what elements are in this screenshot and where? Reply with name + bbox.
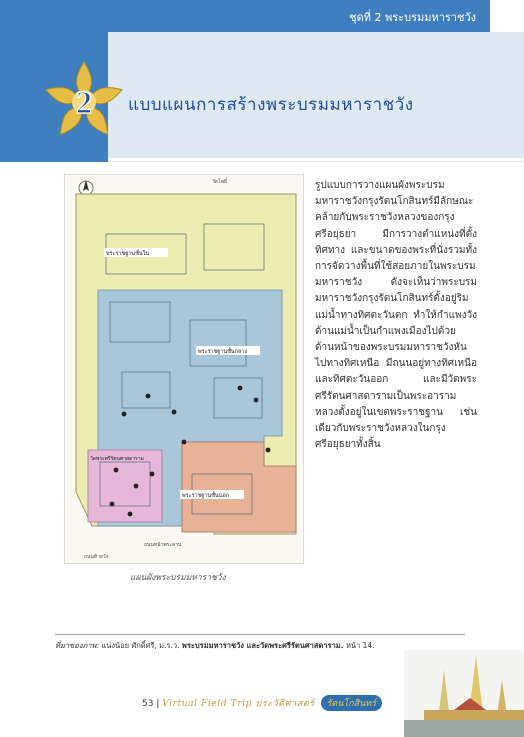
map-label-middle-court: พระราชฐานชั้นกลาง bbox=[198, 349, 248, 355]
map-label-wat-pho: วัดโพธิ์ bbox=[212, 179, 228, 185]
source-label: ที่มาของภาพ: bbox=[55, 641, 100, 650]
source-rule bbox=[55, 634, 465, 635]
series-header-bar bbox=[108, 0, 524, 32]
title-strip-divider bbox=[108, 158, 524, 161]
flower-badge-icon bbox=[42, 60, 126, 144]
map-label-temple: วัดพระศรีรัตนศาสดาราม bbox=[90, 456, 144, 462]
header-bar-edge bbox=[490, 0, 524, 32]
map-label-road-south: ถนนหน้าพระลาน bbox=[144, 542, 182, 548]
page-number: 53 bbox=[142, 699, 154, 709]
palace-plan-map bbox=[64, 174, 304, 564]
image-source-note bbox=[55, 640, 375, 652]
temple-illustration bbox=[404, 650, 524, 737]
series-label: ชุดที่ 2 พระบรมมหาราชวัง bbox=[349, 11, 476, 24]
map-label-road-west: ถนนท้ายวัง bbox=[84, 554, 109, 560]
body-paragraph: รูปแบบการวางแผนผังพระบรมมหาราชวังกรุงรัตนโกสินทร์มีลักษณะคล้ายกับพระราชวังหลวงของกรุงศรีอยุธยา มีการวางตำแหน่งที่ตั้ง ทิศทาง และขนาดของพระที่นั่งรวมทั้งการจัดวางพื้นที่ใช้สอยภายในพระบรมมหาราชวัง ดังจะเห็นว่าพระบรมมหาราชวังกรุงรัตนโกสินทร์ตั้งอยู่ริมแม่น้ำทางทิศตะวันตก ทำให้กำแพงวังด้านแม่น้ำเป็นกำแพงเมืองไปด้วย ด้านหน้าของพระบรมมหาราชวังหันไปทางทิศเหนือ มีถนนอยู่ทางทิศเหนือและทิศตะวันออก และมีวัดพระศรีรัตนศาสดารามเป็นพระอารามหลวงตั้งอยู่ในเขตพระราชฐาน เช่นเดียวกับพระราชวังหลวงในกรุงศรีอยุธยาทั้งสิ้น bbox=[315, 180, 477, 451]
footer-series-name: Virtual Field Trip ประวัติศาสตร์ bbox=[162, 699, 315, 709]
map-caption: แผนผังพระบรมมหาราชวัง bbox=[130, 573, 226, 583]
map-label-inner-court: พระราชฐานชั้นใน bbox=[106, 251, 150, 257]
footer-separator: | bbox=[156, 699, 160, 709]
page-footer bbox=[142, 695, 382, 711]
map-label-outer-court: พระราชฐานชั้นนอก bbox=[182, 493, 230, 499]
footer-brand: รัตนโกสินทร์ bbox=[321, 695, 383, 711]
source-page: หน้า 14. bbox=[345, 641, 375, 650]
source-book-title: พระบรมมหาราชวัง และวัดพระศรีรัตนศาสดาราม. bbox=[181, 641, 344, 650]
page-title: แบบแผนการสร้างพระบรมมหาราชวัง bbox=[128, 95, 414, 115]
chapter-number: 2 bbox=[76, 84, 92, 120]
source-authors: แน่งน้อย ศักดิ์ศรี, ม.ร.ว. bbox=[101, 641, 180, 650]
